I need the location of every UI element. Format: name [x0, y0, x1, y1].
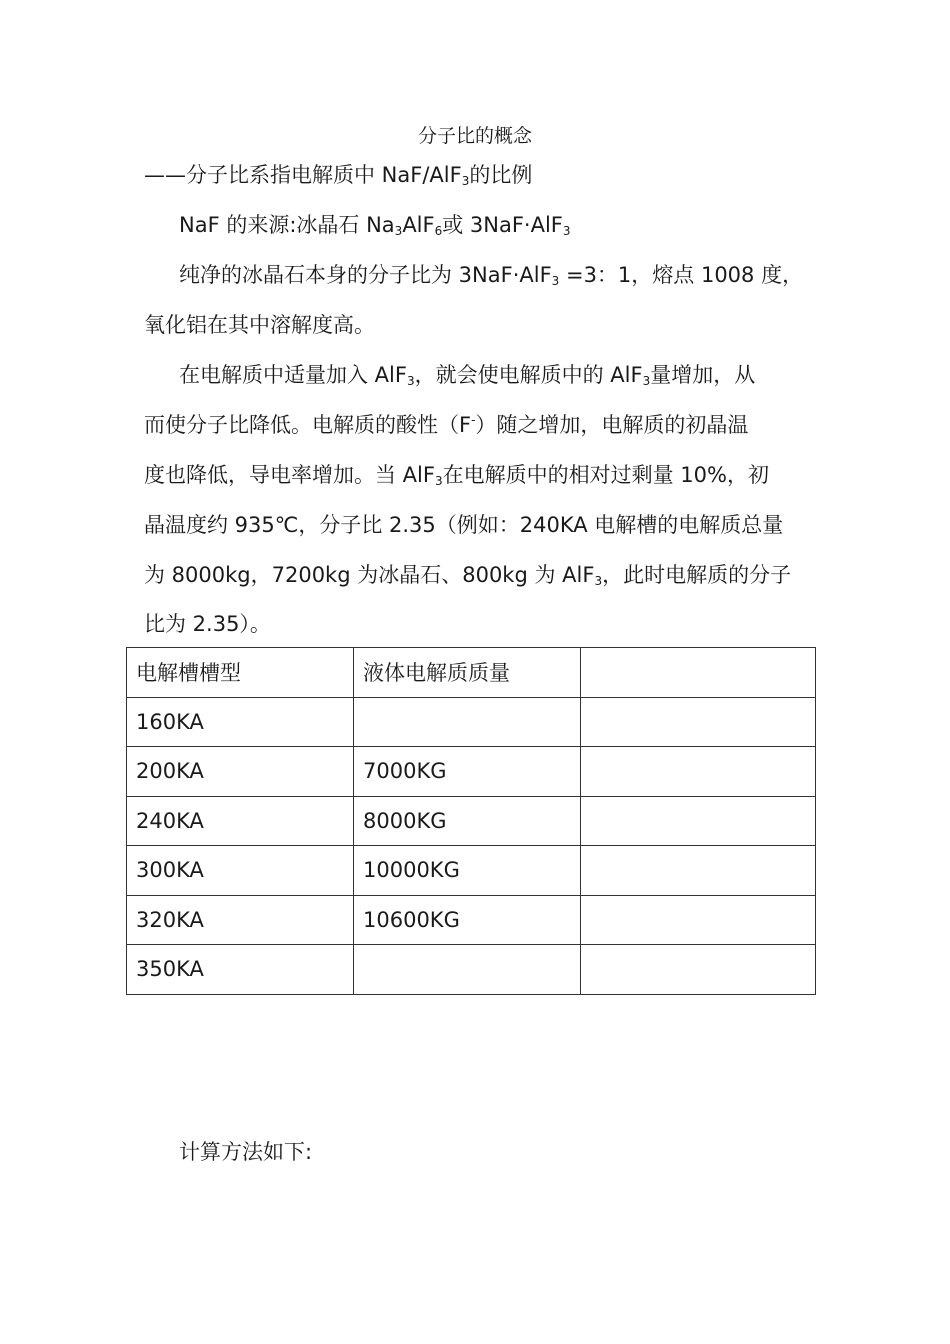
table-cell: 240KA: [127, 796, 354, 846]
paragraph2-line3-sub: 3: [434, 474, 443, 488]
table-header-cell: 电解槽槽型: [127, 648, 354, 698]
paragraph1-text-b: =3：1，熔点 1008 度，: [559, 263, 804, 287]
table-header-cell: 液体电解质质量: [354, 648, 581, 698]
paragraph2-line2: [144, 410, 748, 440]
definition-text-a: ——分子比系指电解质中 NaF/AlF: [144, 163, 462, 187]
paragraph2-line1-text-c: 量增加，从: [650, 363, 756, 387]
naf-source-text-b: AlF: [402, 213, 435, 237]
table-row: [127, 945, 816, 995]
table-row: [127, 796, 816, 846]
paragraph2-line2-text-a: 而使分子比降低。电解质的酸性（F: [144, 413, 472, 437]
table-cell: [354, 945, 581, 995]
table-cell: 320KA: [127, 895, 354, 945]
document-title: 分子比的概念: [417, 125, 532, 147]
paragraph1-sub: 3: [551, 274, 560, 288]
paragraph2-line1: [179, 360, 755, 390]
table-cell: 200KA: [127, 747, 354, 797]
paragraph2-line1-sub1: 3: [406, 374, 415, 388]
table-cell: 10600KG: [354, 895, 581, 945]
table-cell: 10000KG: [354, 846, 581, 896]
paragraph2-line2-sup: -: [471, 413, 476, 427]
table-cell: 300KA: [127, 846, 354, 896]
paragraph2-line4: 晶温度约 935℃，分子比 2.35（例如：240KA 电解槽的电解质总量: [144, 513, 784, 537]
table-cell: [354, 697, 581, 747]
definition-line: [144, 160, 532, 190]
table-cell: [581, 846, 816, 896]
table-cell: 160KA: [127, 697, 354, 747]
paragraph2-line5: [144, 560, 791, 590]
paragraph2-line2-text-b: ）随之增加，电解质的初晶温: [475, 413, 749, 437]
table-cell: [581, 747, 816, 797]
paragraph2-line1-sub2: 3: [642, 374, 651, 388]
table-cell: 8000KG: [354, 796, 581, 846]
paragraph2-line3-text-b: 在电解质中的相对过剩量 10%，初: [442, 463, 769, 487]
paragraph1-line1: [179, 260, 803, 290]
table-cell: [581, 945, 816, 995]
table-cell: [581, 796, 816, 846]
paragraph2-line1-text-b: ，就会使电解质中的 AlF: [414, 363, 643, 387]
electrolyte-table: [126, 647, 816, 995]
table-cell: 350KA: [127, 945, 354, 995]
table-cell: [581, 895, 816, 945]
table-row: [127, 846, 816, 896]
definition-text-b: 的比例: [469, 163, 533, 187]
table-row: [127, 697, 816, 747]
paragraph2-line6: 比为 2.35）。: [144, 612, 271, 636]
naf-source-sub2: 6: [434, 224, 443, 238]
table-header-cell: [581, 648, 816, 698]
table-row: [127, 747, 816, 797]
definition-sub: 3: [461, 174, 470, 188]
naf-source-sub1: 3: [394, 224, 403, 238]
naf-source-sub3: 3: [562, 224, 571, 238]
table-row: [127, 895, 816, 945]
paragraph2-line1-text-a: 在电解质中适量加入 AlF: [179, 363, 407, 387]
paragraph2-line3: [144, 460, 769, 490]
paragraph1-line2: 氧化铝在其中溶解度高。: [144, 313, 375, 337]
table-cell: 7000KG: [354, 747, 581, 797]
paragraph2-line3-text-a: 度也降低，导电率增加。当 AlF: [144, 463, 435, 487]
calculation-method-label: 计算方法如下:: [179, 1140, 313, 1164]
naf-source-line: [179, 210, 571, 240]
paragraph2-line5-text-b: ，此时电解质的分子: [602, 563, 792, 587]
paragraph2-line5-text-a: 为 8000kg，7200kg 为冰晶石、800kg 为 AlF: [144, 563, 595, 587]
table-cell: [581, 697, 816, 747]
paragraph1-text-a: 纯净的冰晶石本身的分子比为 3NaF·AlF: [179, 263, 552, 287]
table-header-row: [127, 648, 816, 698]
naf-source-text-a: NaF 的来源:冰晶石 Na: [179, 213, 395, 237]
naf-source-text-c: 或 3NaF·AlF: [442, 213, 563, 237]
paragraph2-line5-sub: 3: [594, 574, 603, 588]
